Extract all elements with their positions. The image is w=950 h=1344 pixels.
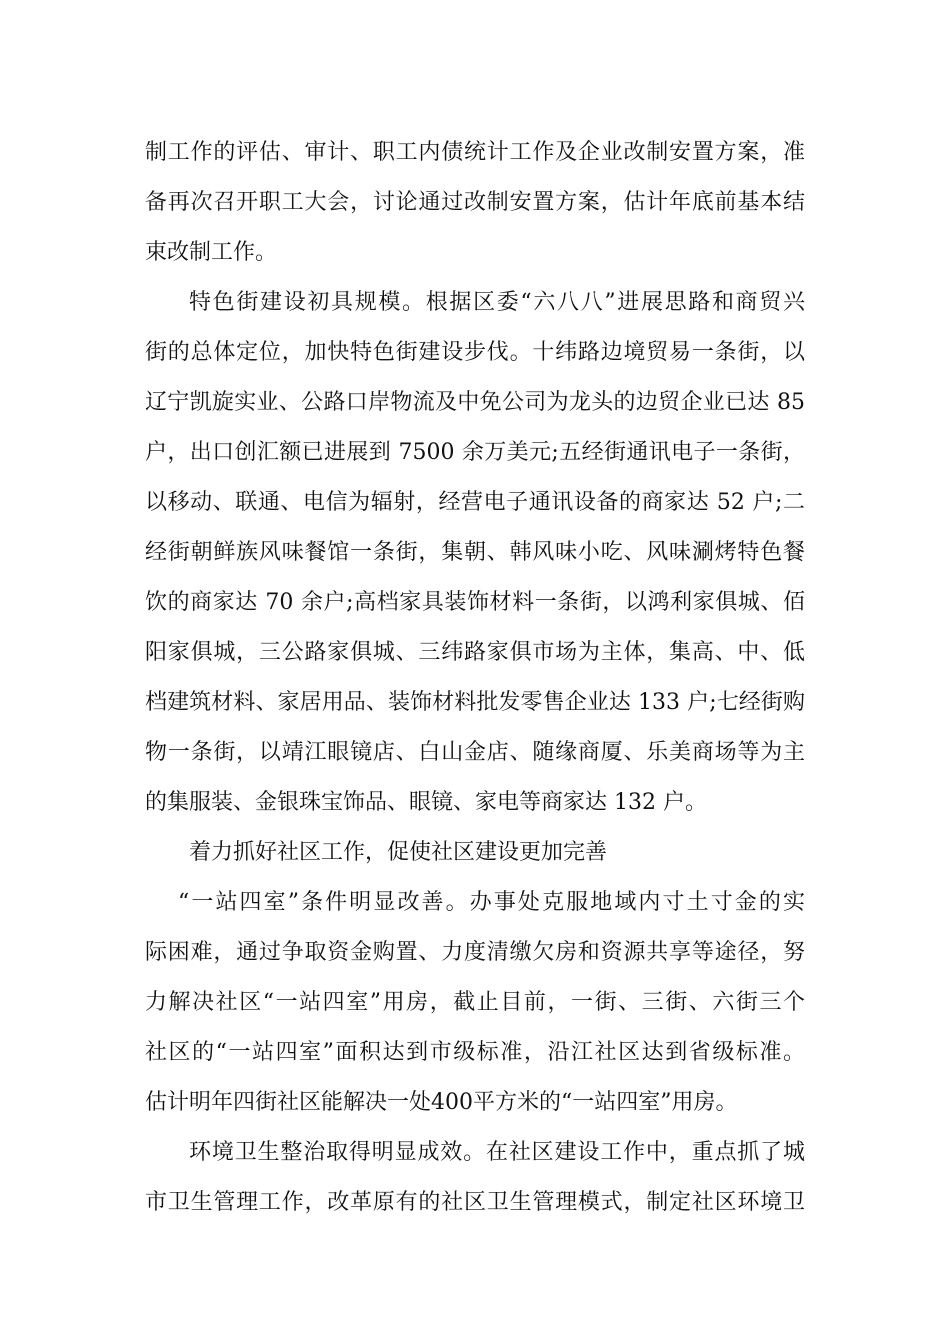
text-line-3: 束改制工作。 <box>145 240 278 265</box>
text-line-18: 力解决社区“一站四室”用房，截止目前，一街、三街、六街三个 <box>145 990 805 1015</box>
text-line-7: 户，出口创汇额已进展到 7500 余万美元;五经街通讯电子一条街， <box>145 440 805 465</box>
text-line-5: 街的总体定位，加快特色街建设步伐。十纬路边境贸易一条街，以 <box>145 340 805 365</box>
text-line-14: 的集服装、金银珠宝饰品、眼镜、家电等商家达 132 户。 <box>145 790 707 815</box>
text-line-19: 社区的“一站四室”面积达到市级标准，沿江社区达到省级标准。 <box>145 1040 805 1065</box>
text-line-4: 特色街建设初具规模。根据区委“六八八”进展思路和商贸兴 <box>189 290 805 315</box>
text-line-1: 制工作的评估、审计、职工内债统计工作及企业改制安置方案，准 <box>145 140 805 165</box>
text-line-11: 阳家俱城，三公路家俱城、三纬路家俱市场为主体，集高、中、低 <box>145 640 805 665</box>
text-line-22: 市卫生管理工作，改革原有的社区卫生管理模式，制定社区环境卫 <box>145 1190 805 1215</box>
text-line-6: 辽宁凯旋实业、公路口岸物流及中免公司为龙头的边贸企业已达 85 <box>145 390 805 415</box>
text-line-9: 经街朝鲜族风味餐馆一条街，集朝、韩风味小吃、风味涮烤特色餐 <box>145 540 805 565</box>
text-line-16: “一站四室”条件明显改善。办事处克服地域内寸土寸金的实 <box>178 890 805 915</box>
text-line-12: 档建筑材料、家居用品、装饰材料批发零售企业达 133 户;七经街购 <box>145 690 805 715</box>
text-line-13: 物一条街，以靖江眼镜店、白山金店、随缘商厦、乐美商场等为主 <box>145 740 805 765</box>
text-line-20: 估计明年四街社区能解决一处400平方米的“一站四室”用房。 <box>145 1090 738 1115</box>
text-line-10: 饮的商家达 70 余户;高档家具装饰材料一条街，以鸿利家俱城、佰 <box>145 590 805 615</box>
section-heading: 着力抓好社区工作，促使社区建设更加完善 <box>189 840 608 865</box>
text-line-2: 备再次召开职工大会，讨论通过改制安置方案，估计年底前基本结 <box>145 190 805 215</box>
text-line-17: 际困难，通过争取资金购置、力度清缴欠房和资源共享等途径，努 <box>145 940 805 965</box>
text-line-8: 以移动、联通、电信为辐射，经营电子通讯设备的商家达 52 户;二 <box>145 490 805 515</box>
text-line-21: 环境卫生整治取得明显成效。在社区建设工作中，重点抓了城 <box>189 1140 805 1165</box>
